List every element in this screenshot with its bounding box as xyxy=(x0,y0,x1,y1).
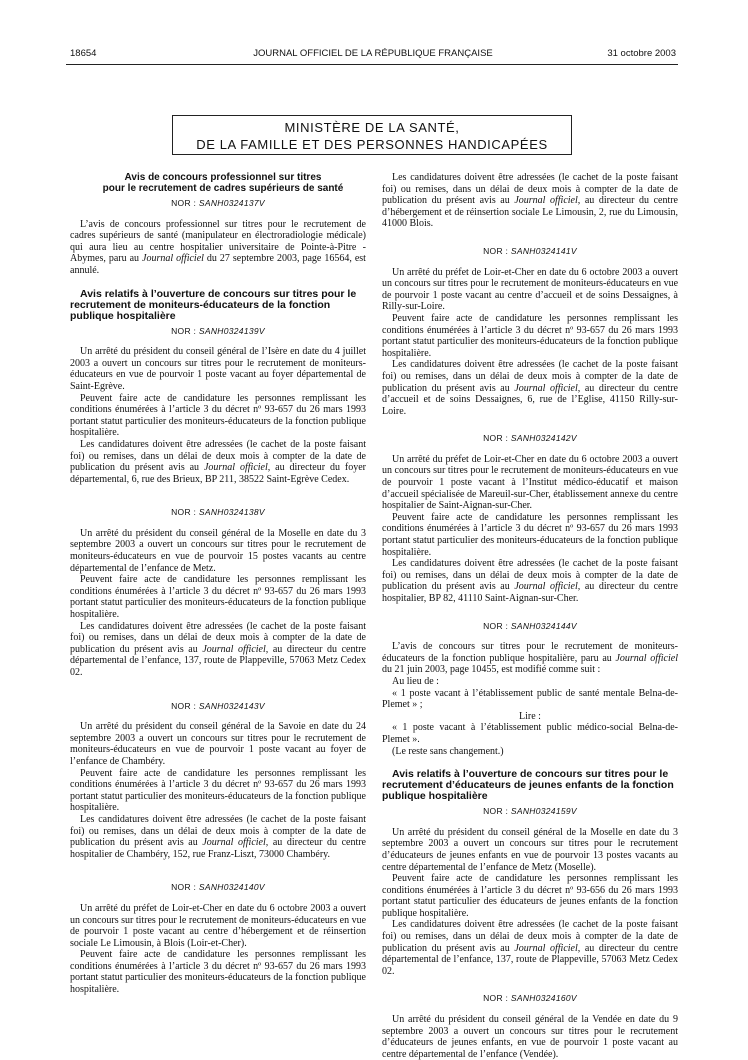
paragraph: Peuvent faire acte de candidature les personnes remplissant les conditions énumérées à l’article 3 du décret nº 93-657 du 26 mars 1993 portant statut particulier des moniteurs-éducateurs de la fonction publique hospitalière. xyxy=(70,949,366,996)
paragraph: Peuvent faire acte de candidature les personnes remplissant les conditions énumérées à l’article 3 du décret nº 93-656 du 26 mars 1993 portant statut particulier des éducateurs de jeunes enfants de la fonction publique hospitalière. xyxy=(382,873,678,919)
paragraph: Un arrêté du président du conseil général de la Vendée en date du 9 septembre 2003 a ouvert un concours sur titres pour le recrutement d’éducateurs de jeunes enfants, en vue de pourvoir 1 poste vacant au centre départemental de l’enfance (Vendée). xyxy=(382,1014,678,1060)
nor-reference: NOR : SANH0324137V xyxy=(171,198,265,208)
paragraph: Un arrêté du préfet de Loir-et-Cher en date du 6 octobre 2003 a ouvert un concours sur titres pour le recrutement de moniteurs-éducateurs en vue de pourvoir 1 poste vacant à l’Institut médico-éducatif et maison d’accueil spécialisée de Mareuil-sur-Cher, établissement annexe du centre hospitalier de Saint-Aignan-sur-Cher. xyxy=(382,453,679,512)
nor-reference: NOR : SANH0324139V xyxy=(171,325,265,336)
paragraph: Les candidatures doivent être adressées (le cachet de la poste faisant foi) ou remises, dans un délai de deux mois à compter de la date de publication du présent avis au Journal officiel, au directeur du foyer départemental, 6, rue des Brieux, BP 211, 38522 Saint-Egrève Cedex. xyxy=(70,438,366,485)
paragraph: Peuvent faire acte de candidature les personnes remplissant les conditions énumérées à l’article 3 du décret nº 93-657 du 26 mars 1993 portant statut particulier des moniteurs-éducateurs de la fonction publique hospitalière. xyxy=(70,767,366,814)
paragraph: Les candidatures doivent être adressées (le cachet de la poste faisant foi) ou remises, dans un délai de deux mois à compter de la date de publication du présent avis au Journal officiel, au directeur du centre d’accueil et de soins Dessaignes, 6, rue de l’Eglise, 41150 Rilly-sur-Loire. xyxy=(382,359,678,417)
paragraph: Peuvent faire acte de candidature les personnes remplissant les conditions énumérées à l’article 3 du décret nº 93-657 du 26 mars 1993 portant statut particulier des moniteurs-éducateurs de la fonction publique hospitalière. xyxy=(382,511,678,558)
notice-title: pour le recrutement de cadres supérieurs de santé xyxy=(102,183,344,194)
left-column xyxy=(70,172,366,996)
notice-title: Avis de concours professionnel sur titres xyxy=(124,172,322,183)
paragraph: L’avis de concours professionnel sur titres pour le recrutement de cadres supérieurs de santé (manipulateur en électroradiologie médicale) qui aura lieu au centre hospitalier universitaire de Pointe-à-Pitre - Abymes, paru au Journal officiel du 27 septembre 2003, page 16564, est annulé. xyxy=(70,218,366,276)
ministry-box xyxy=(172,115,572,155)
paragraph: Peuvent faire acte de candidature les personnes remplissant les conditions énumérées à l’article 3 du décret nº 93-657 du 26 mars 1993 portant statut particulier des moniteurs-éducateurs de la fonction publique hospitalière. xyxy=(70,392,366,439)
paragraph: (Le reste sans changement.) xyxy=(392,745,504,757)
section-title: Avis relatifs à l’ouverture de concours sur titres pour le recrutement de moniteurs-éducateurs de la fonction publique hospitalière xyxy=(70,287,357,322)
issue-date: 31 octobre 2003 xyxy=(607,48,676,59)
header-rule xyxy=(66,64,678,65)
nor-reference: NOR : SANH0324140V xyxy=(171,882,265,893)
page-number: 18654 xyxy=(70,48,97,59)
nor-reference: NOR : SANH0324160V xyxy=(483,993,577,1004)
section-title: Avis relatifs à l’ouverture de concours sur titres pour le recrutement d’éducateurs de jeunes enfants de la fonction publique hospitalière xyxy=(382,768,674,803)
page-header xyxy=(70,48,676,62)
paragraph: « 1 poste vacant à l’établissement public de santé mentale Belna-de-Plemet » ; xyxy=(382,687,678,711)
ministry-line-1: MINISTÈRE DE LA SANTÉ, xyxy=(284,120,460,135)
paragraph: L’avis de concours sur titres pour le recrutement de moniteurs-éducateurs de la fonction publique hospitalière, paru au Journal officiel du 21 juin 2003, page 10455, est modifié comme suit : xyxy=(382,641,678,676)
paragraph: Un arrêté du préfet de Loir-et-Cher en date du 6 octobre 2003 a ouvert un concours sur titres pour le recrutement de moniteurs-éducateurs en vue de pourvoir 1 poste vacant au centre d’hébergement et de réinsertion sociale Le Limousin, à Blois (Loir-et-Cher). xyxy=(70,902,367,949)
paragraph: Peuvent faire acte de candidature les personnes remplissant les conditions énumérées à l’article 3 du décret nº 93-657 du 26 mars 1993 portant statut particulier des moniteurs-éducateurs de la fonction publique hospitalière. xyxy=(70,574,366,621)
paragraph: Un arrêté du président du conseil général de la Moselle en date du 3 septembre 2003 a ouvert un concours sur titres pour le recrutement de moniteurs-éducateurs en vue de pourvoir 15 postes vacants au centre départemental de l’enfance de Metz. xyxy=(70,527,366,574)
right-column xyxy=(382,172,678,1060)
nor-reference: NOR : SANH0324143V xyxy=(171,700,265,711)
paragraph: Peuvent faire acte de candidature les personnes remplissant les conditions énumérées à l’article 3 du décret nº 93-657 du 26 mars 1993 portant statut particulier des moniteurs-éducateurs de la fonction publique hospitalière. xyxy=(382,312,678,359)
paragraph: Un arrêté du préfet de Loir-et-Cher en date du 6 octobre 2003 a ouvert un concours sur titres pour le recrutement de moniteurs-éducateurs en vue de pourvoir 1 poste vacant au centre d’accueil et de soins Dessaignes, à Rilly-sur-Loire. xyxy=(382,266,679,313)
paragraph: Un arrêté du président du conseil général de la Moselle en date du 3 septembre 2003 a ouvert un concours sur titres pour le recrutement d’éducateurs de jeunes enfants en vue de pourvoir 13 postes vacants au centre départemental de l’enfance de Metz (Moselle). xyxy=(382,826,678,873)
paragraph: Les candidatures doivent être adressées (le cachet de la poste faisant foi) ou remises, dans un délai de deux mois à compter de la date de publication du présent avis au Journal officiel, au directeur du centre hospitalier, BP 82, 41110 Saint-Aignan-sur-Cher. xyxy=(382,558,678,604)
nor-reference: NOR : SANH0324138V xyxy=(171,507,265,518)
nor-reference: NOR : SANH0324144V xyxy=(483,620,577,631)
paragraph: Un arrêté du président du conseil général de la Savoie en date du 24 septembre 2003 a ouvert un concours sur titres pour le recrutement de moniteurs-éducateurs en vue de pourvoir 1 poste vacant au foyer de l’enfance de Chambéry. xyxy=(70,721,366,767)
paragraph: Un arrêté du président du conseil général de l’Isère en date du 4 juillet 2003 a ouvert un concours sur titres pour le recrutement de moniteurs-éducateurs en vue de pourvoir 1 poste vacant au foyer départemental de Saint-Egrève. xyxy=(70,346,366,392)
paragraph: Les candidatures doivent être adressées (le cachet de la poste faisant foi) ou remises, dans un délai de deux mois à compter de la date de publication du présent avis au Journal officiel, au directeur du centre hospitalier de Chambéry, 152, rue Franz-Liszt, 73000 Chambéry. xyxy=(70,813,366,860)
paragraph: « 1 poste vacant à l’établissement public médico-social Belna-de-Plemet ». xyxy=(382,722,678,745)
paragraph: Lire : xyxy=(519,710,541,722)
nor-reference: NOR : SANH0324142V xyxy=(483,433,577,444)
paragraph: Les candidatures doivent être adressées (le cachet de la poste faisant foi) ou remises, dans un délai de deux mois à compter de la date de publication du présent avis au Journal officiel, au directeur du centre départemental de l’enfance, 137, route de Plappeville, 57063 Metz Cedex 02. xyxy=(382,919,678,977)
nor-reference: NOR : SANH0324141V xyxy=(483,245,577,256)
paragraph: Les candidatures doivent être adressées (le cachet de la poste faisant foi) ou remises, dans un délai de deux mois à compter de la date de publication du présent avis au Journal officiel, au directeur du centre départemental de l’enfance, 137, route de Plappeville, 57063 Metz Cedex 02. xyxy=(70,620,366,678)
paragraph: Les candidatures doivent être adressées (le cachet de la poste faisant foi) ou remises, dans un délai de deux mois à compter de la date de publication du présent avis au Journal officiel, au directeur du centre d’hébergement et de réinsertion sociale Le Limousin, 2, rue du Limousin, 41000 Blois. xyxy=(382,172,678,230)
nor-reference: NOR : SANH0324159V xyxy=(483,806,577,817)
ministry-line-2: DE LA FAMILLE ET DES PERSONNES HANDICAPÉES xyxy=(196,137,548,152)
journal-title: JOURNAL OFFICIEL DE LA RÉPUBLIQUE FRANÇAISE xyxy=(253,48,493,59)
paragraph: Au lieu de : xyxy=(392,675,439,687)
